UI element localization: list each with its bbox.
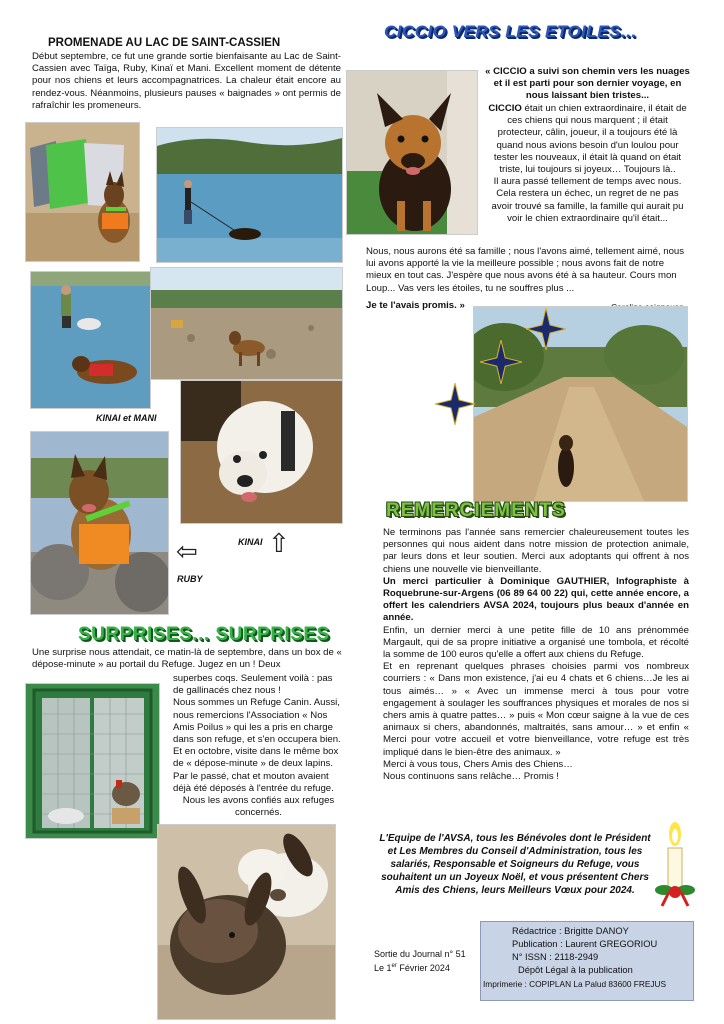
ciccio-p5: Je te l'avais promis. » (366, 300, 465, 311)
surprises-p6: Nous les avons confiés aux refuges concernés. (182, 795, 335, 819)
arrow-left-icon: ⇦ (176, 536, 198, 566)
photo-rooster-box (26, 684, 159, 838)
photo-dog-orange-ruby (31, 432, 168, 614)
ciccio-p4: Nous, nous aurons été sa famille ; nous l'avons aimé, tellement aimé, nous lui avons apporté la vie la meilleure possible ; nous avons fait de notre mieux en tout cas. J'espère que nous avons été à sa hauteur. Cours mon Loup... Vas vers les étoiles, tu ne souffres plus ... (366, 246, 685, 294)
photo-dog-paintings (26, 123, 139, 261)
surprises-p3: Nous sommes un Refuge Canin. Aussi, nous remercions l'Association « Nos Amis Poilus » qui les a pris en charge dans son refuge, et s'en occupera bien. (173, 697, 341, 746)
remerciements-p3: Enfin, un dernier merci à une petite fille de 10 ans prénommée Margault, qui de sa propre initiative a organisé une tombola, et récolté la somme de 100 euros qu'elle a offert aux chiens du Refuge. (383, 624, 689, 661)
remerciements-p6: Nous continuons sans relâche… Promis ! (383, 771, 559, 783)
photo-ciccio (347, 71, 477, 234)
photo-lake-person-dog (157, 128, 342, 262)
promenade-title: PROMENADE AU LAC DE SAINT-CASSIEN (48, 37, 281, 49)
star-icon (526, 308, 566, 350)
sortie-line2-pre: Le 1 (374, 963, 392, 973)
remerciements-p4: Et en reprenant quelques phrases choisies parmi vos nombreux courriers : « Dans mon existence, j'ai eu 4 chats et 6 chiens…Je les ai tous aimés… » « Avec un immense merci à tous pour votre engagement à soulager les souffrances physiques et morales de nos si chers amis à quatre pattes… » puis « Mon cœur saigne à la vue de ces animaux si chers, abandonnés, maltraités, sans amour… » et enfin « Merci pour votre accueil et votre bienveillance, votre refuge est très impliqué dans le bien-être des animaux. » (383, 661, 689, 758)
caption-kinai-mani: KINAI et MANI (96, 413, 157, 423)
voeux-text: L'Equipe de l'AVSA, tous les Bénévoles dont le Président et Les Membres du Conseil d'Administration, tous les salariés, Responsable et Soigneurs du Refuge, vous souhaitent un un Joyeux Noël, et vous présentent Chers Amis des Chiens, leurs Meilleurs Vœux pour 2024. (379, 833, 651, 896)
candle-icon (654, 820, 696, 908)
photo-water-kinai-mani (31, 272, 150, 408)
redactrice: Rédactrice : Brigitte DANOY (512, 926, 629, 936)
caption-ruby: RUBY (177, 574, 203, 584)
sortie-line2-sup: er (391, 963, 397, 969)
sortie-journal (374, 948, 466, 974)
ciccio-title: CICCIO VERS LES ETOILES... (384, 22, 637, 41)
ciccio-p1: « CICCIO a suivi son chemin vers les nuages et il est parti pour son dernier voyage, en nous laissant bien tristes... (485, 66, 690, 102)
surprises-p1: Une surprise nous attendait, ce matin-là de septembre, dans un box de « dépose-minute » au portail du Refuge. Jugez en un ! Deux (32, 647, 342, 671)
caption-kinai: KINAI (238, 537, 263, 547)
photo-rocky-shore-dog (151, 268, 342, 379)
arrow-up-icon: ⇧ (268, 528, 290, 558)
publication-info (512, 925, 657, 977)
remerciements-p1: Ne terminons pas l'année sans remercier chaleureusement toutes les personnes qui nous aident dans notre mission de protection animale, par leurs dons et leur soutien. Merci aux adoptants qui offrent à nos chiens une nouvelle vie bienveillante. (383, 527, 689, 575)
promenade-body: Début septembre, ce fut une grande sortie bienfaisante au Lac de Saint-Cassien avec Taïga, Ruby, Kinaï et Mani. Excellent moment de détente pour nos chiens et leurs accompagnatrices. La chaleur était encore au rendez-vous. Néanmoins, plusieurs pauses « baignades » ont permis de rafraîchir les promeneurs. (32, 51, 341, 111)
sortie-line2-post: Février 2024 (396, 963, 450, 973)
ciccio-p2: était un chien extraordinaire, il était de ces chiens qui nous marquent ; il était protecteur, câlin, joueur, il a toujours été là quand nous avions besoin d'un loulou pour tester les nouveaux, il était là quand on était triste, lui toujours si joyeux… Toujours là.. (493, 103, 687, 176)
sortie-line1: Sortie du Journal n° 51 (374, 949, 466, 959)
remerciements-body (383, 527, 689, 783)
surprises-title: SURPRISES... SURPRISES (78, 624, 330, 645)
star-icon (479, 340, 523, 384)
remerciements-p5: Merci à vous tous, Chers Amis des Chiens… (383, 758, 573, 770)
surprises-p5: Par le passé, chat et mouton avaient déjà été déposés à l'entrée du refuge. (173, 770, 334, 794)
surprises-p4: Et en octobre, visite dans le même box de « dépose-minute » de deux lapins. (173, 746, 339, 770)
ciccio-body (485, 103, 690, 225)
imprimerie: Imprimerie : COPIPLAN La Palud 83600 FREJUS (483, 979, 667, 989)
issn: N° ISSN : 2118-2949 (512, 952, 599, 962)
depot-legal: Dépôt Légal à la publication (518, 965, 633, 975)
photo-path-stars (474, 307, 687, 501)
remerciements-title: REMERCIEMENTS (386, 500, 566, 521)
ciccio-p3: Il aura passé tellement de temps avec nous. Cela restera un échec, un regret de ne pas avoir trouvé sa famille, la famille qui aurait pu voir le chien extraordinaire qu'il était... (491, 176, 684, 224)
remerciements-p2: Un merci particulier à Dominique GAUTHIER, Infographiste à Roquebrune-sur-Argens (06 89 64 00 22) qui, cette année encore, a offert les calendriers AVSA 2024, toujours plus beaux d'année en année. (383, 575, 689, 624)
surprises-body (173, 673, 344, 819)
ciccio-name: CICCIO (488, 103, 522, 114)
photo-rabbits (158, 825, 335, 1019)
surprises-p2: superbes coqs. Seulement voilà : pas de gallinacés chez nous ! (173, 673, 333, 697)
publication: Publication : Laurent GREGORIOU (512, 939, 658, 949)
ciccio-intro (485, 66, 690, 103)
photo-white-dog-kinai (181, 381, 342, 523)
star-icon (434, 383, 476, 425)
